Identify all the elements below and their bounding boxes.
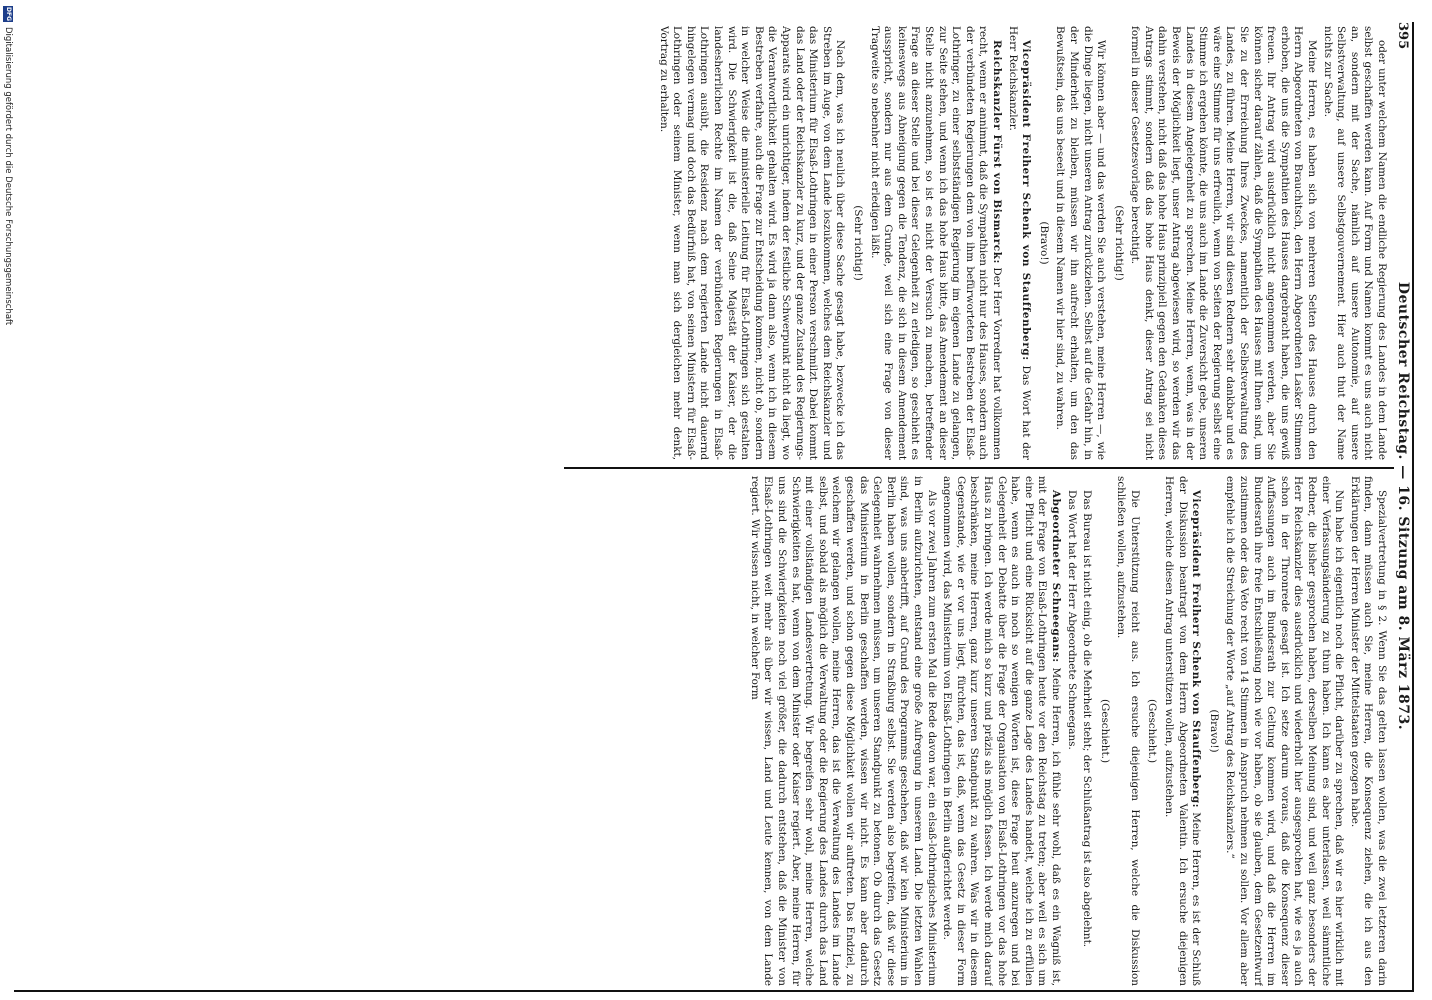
paragraph-text: Nun habe ich eigentlich noch die Pflicht, darüber zu sprechen, daß wir es hier wirklich mit einer Verfassungsänderung zu thun haben. Ich kann es aber unterlassen, weil sämmtliche Redner, die bisher gesprochen haben, derselben Meinung sind, und weil ganz besonders der Herr Reichskanzler dies ausdrücklich und wiederholt hier ausgesprochen hat, wie es ja auch schon in der Thronrede gesagt ist. Ich setze darum voraus, daß die Konsequenz dieser Auffassungen auch im Bundesrath zur Geltung kommen wird, und daß die Herren im Bundesrath ihre freie Entschließung noch wie vor haben, ob sie glauben, dem Gesetzentwurf zustimmen oder das Veto recht von 14 Stimmen in Anspruch nehmen zu sollen. Vor allem aber empfehle ich die Streichung der Worte „auf Antrag des Reichskanzlers.“ [1224, 476, 1346, 986]
paragraph [1080, 476, 1094, 986]
paragraph-text: Das Wort hat der Herr Reichskanzler. [1006, 26, 1033, 460]
paragraph-text: Das Bureau ist nicht einig, ob die Mehrheit steht; der Schlußantrag ist also abgelehnt. [1081, 490, 1094, 948]
paragraph-text: (Bravo!) [1207, 709, 1220, 753]
interjection [1097, 476, 1111, 986]
paragraph-text: (Sehr richtig!) [852, 205, 865, 281]
header-rule [1412, 22, 1414, 990]
speaker-name: Reichskanzler Fürst von Bismarck: [990, 40, 1003, 264]
paragraph-text: (Sehr richtig!) [1112, 205, 1125, 281]
paragraph-text: Der Herr Vorredner hat vollkommen recht, wenn er annimmt, daß die Sympathien nicht nur des Hauses, sondern auch der verbündeten Regierungen dem von ihm befürworteten Bestreben der Elsaß-Lothringer, zu einer selbstständigen Regierung im eigenen Lande zu gelangen, zur Seite stehen, und wenn ich das hohe Haus bitte, das Amendement an dieser Stelle nicht anzunehmen, so ist es nicht der Versuch zu machen, betreffender Frage an dieser Stelle und bei dieser Gelegenheit zu erledigen, so geschieht es keineswegs aus Abneigung gegen die Tendenz, die sich in diesem Amendement ausspricht, sondern nur aus dem Grunde, weil sich eine Frage von dieser Tragweite so nebenher nicht erledigen läßt. [868, 26, 1003, 460]
interjection [1145, 476, 1159, 986]
digitization-credit [2, 6, 14, 986]
paragraph-text: Die Unterstützung reicht aus. Ich ersuche diejenigen Herren, welche die Diskussion schließen wollen, aufzustehen. [1115, 476, 1141, 986]
paragraph [1064, 476, 1078, 986]
paragraph-text: Wir können aber — und das werden Sie auch verstehen, meine Herren —, wie die Dinge liegen, nicht unseren Antrag zurückziehen. Selbst auf die Gefahr hin, in der Minderheit zu bleiben, müssen wir ihn aufrecht erhalten, um den das Bewußtsein, das uns beseelt und in diesem Namen wir hier sind, zu wahren. [1054, 26, 1108, 460]
paragraph [867, 26, 1003, 460]
paragraph-text: Nach dem, was ich neulich über diese Sache gesagt habe, bezwecke ich das Streben im Auge, von dem Lande loszukommen, welches dem Reichskanzler und das Ministerium für Elsaß-Lothringen in einer Person verschmilzt. Dabei kommt das Land oder der Reichskanzler zu kurz, und der ganze Zustand des Regierungs-Apparats wird ein unrichtiger, indem der festliche Schwerpunkt nicht da liegt, wo die Verantwortlichkeit gehalten wird. Es wird ja dann also, wenn ich in diesem Bestreben verfahre, auch die Frage zur Entscheidung kommen, nicht ob, sondern in welcher Weise die ministerielle Leitung für Elsaß-Lothringen sich gestalten wird. Die Schwierigkeit ist die, daß Seine Majestät der Kaiser, der die landesherrlichen Rechte im Namen der verbündeten Regierungen in Elsaß-Lothringen ausübt, die Residenz nach dem regierten Lande nicht dauernd hingelegen vermag und doch das Bedürfniß hat, von seinen Ministern für Elsaß-Lothringen oder seinem Minister, wenn man sich dergleichen mehr denkt, Vortrag zu erhalten. [657, 26, 847, 460]
right-column [558, 26, 1388, 460]
page-edge-rule [14, 990, 1414, 992]
paragraph-text: (Geschieht.) [1146, 698, 1159, 764]
paragraph-text: Meine Herren, es ist der Schluß der Diskussion beantragt von dem Herrn Abgeordneten Valentin. Ich ersuche diejenigen Herren, welche diesen Antrag unterstützen wollen, aufzustehen. [1163, 476, 1203, 986]
paragraph [1320, 26, 1388, 460]
paragraph-text: Meine Herren, es haben sich von mehreren Seiten des Hauses durch den Herrn Abgeordneten von Brauchitsch, den Herrn Abgeordneten Lasker Stimmen erhoben, die uns die Sympathien des Hauses dargebracht haben, die uns gewiß freuen. Ihr Antrag wird ausdrücklich nicht angenommen werden, aber Sie können sicher darauf zählen, daß die Sympathien des Hauses mit Ihnen sind, um Sie zu der Erreichung Ihres Zweckes, namentlich der Selbstverwaltung des Landes, zu führen. Meine Herren, wir sind diesen Rednern sehr dankbar und es wäre eine Stimme für uns erfreulich, wenn von Seiten der Regierung selbst eine Stimme ich ergehen könnte, die uns auch im Lande die Zuversicht gebe, unseren Landes in diesem Angelegenheit zu sprechen. Meine Herren, wenn, was in der Beweis der Möglichkeit liegt, unser Antrag abgewiesen wird, so werden wir das dahin verstehen, nicht daß das hohe Haus prinzipiell gegen den Gedanken dieses Antrags stimmt, sondern daß das hohe Haus denkt, dieser Antrag sei nicht formell in dieser Gesetzesvorlage berechtigt. [1129, 26, 1319, 460]
speaker-name: Vicepräsident Freiherr Schenk von Stauffenberg: [1020, 40, 1033, 361]
paragraph [1114, 476, 1141, 986]
page-header-title: Deutscher Reichstag. — 16. Sitzung am 8. März 1873. [1395, 281, 1411, 731]
paragraph [1347, 476, 1388, 986]
interjection [1206, 476, 1220, 986]
paragraph [656, 26, 846, 460]
paragraph-text: Als vor zwei Jahren zum ersten Mal die Rede davon war, ein elsaß-lothringisches Ministerium in Berlin aufzurichten, entstand eine große Aufregung in unserem Land. Die letzten Wahlen sind, was uns anbetrifft, auf Grund des Programms geschehen, daß wir kein Ministerium in Berlin haben wollen, sondern in Straßburg selbst. Sie werden also begreifen, daß wir diese Gelegenheit wahrnehmen müssen, um unseren Standpunkt zu betonen. Ob durch das Gesetz das Ministerium in Berlin geschaffen werden, wissen wir nicht. Es kann aber dadurch geschaffen werden, und schon gegen diese Möglichkeit wollen wir auftreten. Das Endziel, zu welchem wir gelangen wollen, meine Herren, das ist die Verwaltung des Landes im Lande selbst, und sobald als möglich die Verwaltung oder die Regierung des Landes durch das Land mit einer vollständigen Landesvertretung. Wir begreifen sehr wohl, meine Herren, welche Schwierigkeiten es hat, wenn von dem Minister oder Kaiser regiert. Aber, meine Herren, für uns sind die Schwierigkeiten noch viel größer, die dadurch entstehen, daß die Minister von Elsaß-Lothringen weit mehr als über wir wissen, Land und Leute kennen, von dem Lande regiert. Wir wissen nicht, in welcher Form [748, 476, 938, 986]
interjection [850, 26, 864, 460]
interjection [1111, 26, 1125, 460]
paragraph-text: oder unter welchem Namen die endliche Regierung des Landes in dem Lande selbst geschaffen werden kann. Auf Form und Namen kommt es uns auch nicht an, sondern mit der Sache, nämlich auf unsere Autonomie, auf unsere Selbstverwaltung, auf unsere Selbstgouvernement. Hier auch thut der Name nichts zur Sache. [1321, 26, 1388, 460]
paragraph [1005, 26, 1032, 460]
left-column [558, 476, 1388, 986]
speaker-name: Vicepräsident Freiherr Schenk von Stauffenberg: [1190, 490, 1203, 809]
paragraph-text: Meine Herren, ich fühle sehr wohl, daß es ein Wagniß ist, mit der Frage von Elsaß-Lothringen heute vor den Reichstag zu treten; aber weil es sich um eine Pflicht und eine Rücksicht auf die ganze Lage des Landes handelt, welche ich zu erfüllen habe, wenn es auch in noch so wenigen Worten ist, diese Frage heut anzuregen und bei Gelegenheit der Debatte über die Frage der Organisation von Elsaß-Lothringen vor das hohe Haus zu bringen. Ich werde mich so kurz und präzis als möglich fassen. Ich werde mich darauf beschränken, meine Herren, ganz kurz unseren Standpunkt zu wahren. Was wir in diesem Gegenstande, wie er vor uns liegt, fürchten, das ist, daß, wenn das Gesetz in dieser Form angenommen wird, das Ministerium von Elsaß-Lothringen in Berlin aufgerichtet werde. [941, 476, 1062, 986]
column-divider [564, 467, 1394, 469]
paragraph [1053, 26, 1107, 460]
paragraph [1162, 476, 1203, 986]
paragraph-text: Spezialvertretung in § 2. Wenn Sie das gelten lassen wollen, was die zwei letzteren darin finden, dann müssen auch Sie, meine Herren, die Konsequenz ziehen, die ich aus den Erklärungen der Herren Minister der Mittelstaaten gezogen habe. [1348, 476, 1388, 986]
dfg-logo: DFG [5, 6, 12, 21]
paragraph [747, 476, 937, 986]
paragraph [1223, 476, 1345, 986]
page-number: 395 [1395, 22, 1410, 50]
paragraph-text: Das Wort hat der Herr Abgeordnete Schneegans. [1065, 490, 1078, 750]
paragraph-text: (Geschieht.) [1098, 698, 1111, 764]
digitization-credit-text: Digitalisierung gefördert durch die Deutsche Forschungsgemeinschaft [3, 27, 13, 326]
paragraph [1128, 26, 1318, 460]
paragraph [940, 476, 1062, 986]
paragraph-text: (Bravo!) [1037, 221, 1050, 265]
interjection [1036, 26, 1050, 460]
speaker-name: Abgeordneter Schneegans: [1049, 490, 1062, 663]
